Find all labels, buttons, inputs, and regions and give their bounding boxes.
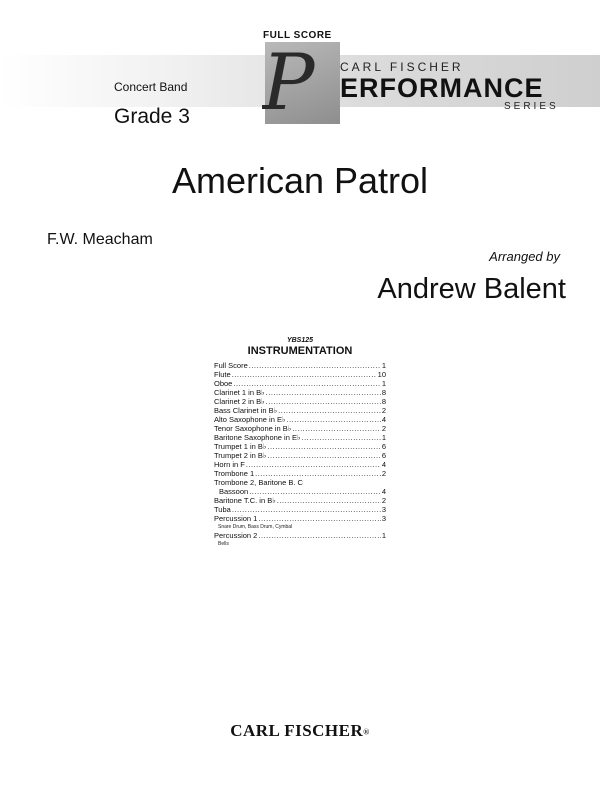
- instrument-count: 2: [381, 406, 386, 415]
- instrument-row: [214, 442, 386, 451]
- instrument-row: [214, 505, 386, 514]
- instrumentation-list: [214, 361, 386, 548]
- instrument-count: 10: [377, 370, 386, 379]
- instrument-name: Bassoon: [219, 487, 249, 496]
- instrument-row: [214, 397, 386, 406]
- instrument-count: 8: [381, 388, 386, 397]
- ensemble-label: Concert Band: [114, 80, 188, 94]
- publisher-footer: [0, 721, 600, 741]
- instrument-name: Tuba: [214, 505, 231, 514]
- instrument-note: Bells: [218, 541, 229, 547]
- instrument-row: [214, 388, 386, 397]
- instrument-row: [214, 433, 386, 442]
- full-score-label: FULL SCORE: [263, 30, 332, 41]
- arranger: Andrew Balent: [377, 273, 566, 305]
- instrument-row: [214, 406, 386, 415]
- instrument-name: Baritone T.C. in B♭: [214, 496, 276, 505]
- instrument-count: 6: [381, 442, 386, 451]
- series-publisher: CARL FISCHER: [340, 60, 464, 74]
- instrument-count: 1: [381, 379, 386, 388]
- instrument-row: [214, 370, 386, 379]
- instrument-row: [214, 514, 386, 523]
- series-logo-initial: P: [262, 48, 315, 118]
- instrument-name: Trumpet 2 in B♭: [214, 451, 267, 460]
- instrument-name: Trombone 1: [214, 469, 255, 478]
- instrument-row: [214, 424, 386, 433]
- catalog-code: YBS125: [286, 337, 314, 344]
- instrument-name: Alto Saxophone in E♭: [214, 415, 286, 424]
- instrument-count: 3: [381, 505, 386, 514]
- instrument-row: [214, 487, 386, 496]
- instrument-count: 1: [381, 531, 386, 540]
- instrument-name: Clarinet 2 in B♭: [214, 397, 265, 406]
- piece-title: American Patrol: [171, 160, 429, 201]
- footer-publisher: CARL FISCHER: [230, 721, 364, 740]
- instrument-count: 3: [381, 514, 386, 523]
- instrument-count: 2: [381, 424, 386, 433]
- instrument-count: 1: [381, 361, 386, 370]
- instrument-count: 6: [381, 451, 386, 460]
- instrument-count: 4: [381, 460, 386, 469]
- instrument-row: [214, 361, 386, 370]
- instrument-name: Baritone Saxophone in E♭: [214, 433, 301, 442]
- instrument-name: Percussion 2: [214, 531, 258, 540]
- composer: F.W. Meacham: [47, 231, 153, 248]
- instrument-name: Bass Clarinet in B♭: [214, 406, 278, 415]
- instrument-name: Percussion 1: [214, 514, 258, 523]
- arranged-by-label: Arranged by: [489, 249, 560, 264]
- instrument-note: Snare Drum, Bass Drum, Cymbal: [218, 524, 293, 530]
- instrument-name: Trumpet 1 in B♭: [214, 442, 267, 451]
- instrumentation-heading: INSTRUMENTATION: [247, 345, 353, 357]
- series-sub: SERIES: [504, 101, 559, 112]
- instrument-name: Horn in F: [214, 460, 245, 469]
- instrument-count: 4: [381, 415, 386, 424]
- instrument-row: [214, 451, 386, 460]
- instrument-row: [214, 379, 386, 388]
- instrument-name: Tenor Saxophone in B♭: [214, 424, 292, 433]
- instrument-count: 1: [381, 433, 386, 442]
- grade-label: Grade 3: [114, 105, 190, 128]
- instrument-name: Oboe: [214, 379, 233, 388]
- instrument-row: [214, 478, 386, 487]
- instrument-count: 2: [381, 469, 386, 478]
- instrument-count: 2: [381, 496, 386, 505]
- instrument-name: Flute: [214, 370, 231, 379]
- instrument-row: [214, 531, 386, 540]
- instrument-row: [214, 469, 386, 478]
- instrument-row: [214, 415, 386, 424]
- instrument-count: 4: [381, 487, 386, 496]
- registered-mark: ®: [363, 727, 370, 737]
- instrument-row: [214, 496, 386, 505]
- instrument-name: Clarinet 1 in B♭: [214, 388, 265, 397]
- instrument-name: Trombone 2, Baritone B. C: [214, 478, 303, 487]
- instrument-name: Full Score: [214, 361, 248, 370]
- instrument-count: 8: [381, 397, 386, 406]
- instrument-row: [214, 460, 386, 469]
- series-name: ERFORMANCE: [340, 73, 544, 103]
